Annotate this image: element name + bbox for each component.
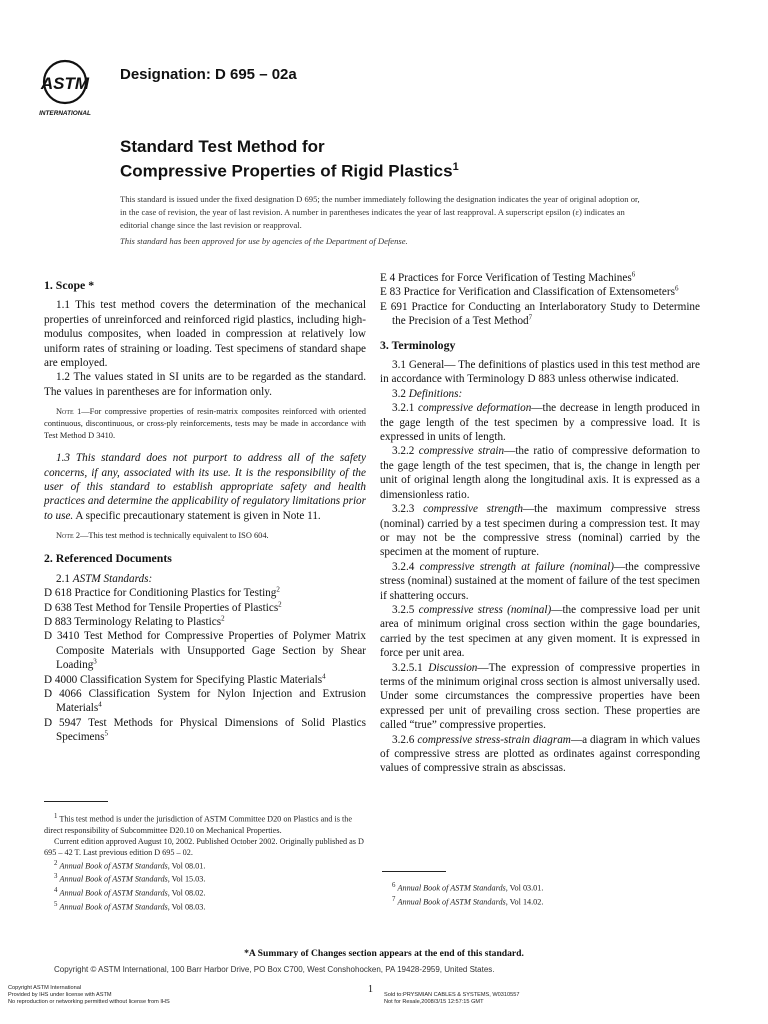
footnote-3: $^3$ Annual Book of ASTM Standards, Vol 15.03. <box>54 873 206 885</box>
reference-item: E 4 Practices for Force Verification of Testing Machines$^6$ <box>380 270 636 284</box>
reference-item: E 691 Practice for Conducting an Interlaboratory Study to Determine the Precision of a Test Method$^7$ <box>380 300 700 328</box>
paragraph-1-1: 1.1 This test method covers the determination of the mechanical properties of unreinforced and reinforced rigid plastics, including high-modulus composites, when loaded in compression at relatively low uniform rates of straining or loading. Test specimens of standard shape are employed. <box>44 299 366 370</box>
footnote-divider <box>382 871 446 872</box>
reference-item: D 883 Terminology Relating to Plastics$^2$ <box>44 614 225 628</box>
reference-item: E 83 Practice for Verification and Classification of Extensometers$^6$ <box>380 284 679 299</box>
document-title <box>120 136 459 182</box>
footnote-2: $^2$ Annual Book of ASTM Standards, Vol 08.01. <box>54 859 206 871</box>
terminology-heading: 3. Terminology <box>380 337 456 352</box>
left-column <box>44 272 366 745</box>
reference-item: D 618 Practice for Conditioning Plastics for Testing$^2$ <box>44 585 280 600</box>
paragraph-1-2: 1.2 The values stated in SI units are to be regarded as the standard. The values in parentheses are for information only. <box>44 371 366 398</box>
footnote-divider <box>44 801 108 802</box>
footnote-7: $^7$ Annual Book of ASTM Standards, Vol 14.02. <box>392 895 544 907</box>
logo-text: ASTM <box>40 74 90 93</box>
approved-notice: This standard has been approved for use by agencies of the Department of Defense. <box>120 236 408 246</box>
definition-item: 3.2.6 compressive stress-strain diagram—a diagram in which values of compressive stress are plotted as ordinates against corresponding values of compressive strain as abscissas. <box>380 733 701 775</box>
logo-subtext: INTERNATIONAL <box>39 110 91 117</box>
note-1: Note 1—For compressive properties of resin-matrix composites reinforced with oriented continuous, discontinuous, or cross-ply reinforcements, tests may be made in accordance with Test Method D 3410. <box>44 407 366 441</box>
left-footnotes <box>44 801 366 913</box>
right-column <box>380 271 700 776</box>
footnote-1-edition: Current edition approved August 10, 2002. Published October 2002. Originally published as D 695 – 42 T. Last previous edition D 695 – 02. <box>44 836 364 857</box>
reference-item: D 4066 Classification System for Nylon Injection and Extrusion Materials$^4$ <box>44 687 366 715</box>
right-footnotes <box>382 871 702 907</box>
footnote-5: $^5$ Annual Book of ASTM Standards, Vol 08.03. <box>54 900 206 912</box>
definition-item: 3.2.5.1 Discussion—The expression of compressive properties in terms of the minimum original cross section is almost universally used. Under some circumstances the compressive properties have been expressed per unit of prevailing cross section. These properties are called “true” compressive properties. <box>380 661 701 732</box>
astm-standards-label: 2.1 ASTM Standards: <box>56 572 153 585</box>
reference-item: D 638 Test Method for Tensile Properties of Plastics$^2$ <box>44 599 282 614</box>
definition-item: 3.2.3 compressive strength—the maximum compressive stress (nominal) carried by a test specimen during a compression test. It may or may not be the compressive stress (nominal) carried by the specimen at the moment of rupture. <box>380 503 701 559</box>
title-footnote-ref: 1 <box>452 161 459 173</box>
title-line-2: Compressive Properties of Rigid Plastics$^1$ <box>120 161 459 181</box>
paragraph-1-3: 1.3 This standard does not purport to address all of the safety concerns, if any, associated with its use. It is the responsibility of the user of this standard to establish appropriate safety and health practices and determine the applicability of regulatory limitations prior to use. A specific precautionary statement is given in Note 11. <box>44 452 366 522</box>
footnote-1: $^1$ This test method is under the jurisdiction of ASTM Committee D20 on Plastics and is the direct responsibility of Subcommittee D20.10 on Mechanical Properties. <box>44 813 352 835</box>
title-line-1: Standard Test Method for <box>120 137 325 156</box>
definition-item: 3.2.2 compressive strain—the ratio of compressive deformation to the gage length of the test specimen, that is, the change in length per unit of original length along the longitudinal axis. It is expressed as a dimensionless ratio. <box>380 445 701 501</box>
astm-logo <box>38 58 110 118</box>
page-number: 1 <box>368 984 373 995</box>
definition-item: 3.2.1 compressive deformation—the decrease in length produced in the gage length of the test specimen by a compressive load. It is expressed in units of length. <box>380 402 700 444</box>
referenced-documents-heading: 2. Referenced Documents <box>44 551 172 566</box>
footnote-4: $^4$ Annual Book of ASTM Standards, Vol 08.02. <box>54 887 206 898</box>
definition-item: 3.2.4 compressive strength at failure (nominal)—the compressive stress (nominal) sustained at the moment of failure of the test specimen if shattering occurs. <box>380 560 701 602</box>
designation: Designation: D 695 – 02a <box>120 66 297 83</box>
footnote-6: $^6$ Annual Book of ASTM Standards, Vol 03.01. <box>392 882 544 893</box>
license-notice-right: Sold to:PRYSMIAN CABLES & SYSTEMS, W0310557 Not for Resale,2008/3/15 12:57:15 GMT <box>384 992 520 1005</box>
summary-of-changes-note: *A Summary of Changes section appears at the end of this standard. <box>244 948 524 959</box>
scope-heading: 1. Scope * <box>44 278 95 292</box>
issued-notice: This standard is issued under the fixed designation D 695; the number immediately following the designation indicates the year of original adoption or, in the case of revision, the year of last revision. A number in parentheses indicates the year of last reapproval. A superscript epsilon (ε) indicates an editorial change since the last revision or reapproval. <box>120 194 640 230</box>
reference-item: D 5947 Test Methods for Physical Dimensions of Solid Plastics Specimens$^5$ <box>44 716 366 744</box>
paragraph-3-2: 3.2 Definitions: <box>392 387 463 400</box>
astm-logo-icon <box>38 58 110 118</box>
copyright-line: Copyright © ASTM International, 100 Barr Harbor Drive, PO Box C700, West Conshohocken, PA 19428-2959, United States. <box>54 965 495 974</box>
reference-item: D 3410 Test Method for Compressive Properties of Polymer Matrix Composite Materials with Unsupported Gage Section by Shear Loading$^3$ <box>44 630 366 672</box>
reference-item: D 4000 Classification System for Specifying Plastic Materials$^4$ <box>44 671 326 686</box>
definition-item: 3.2.5 compressive stress (nominal)—the compressive load per unit area of minimum original cross section within the gage boundaries, carried by the test specimen at any given moment. It is expressed in force per unit area. <box>380 603 701 660</box>
paragraph-3-1: 3.1 General— The definitions of plastics used in this test method are in accordance with Terminology D 883 unless otherwise indicated. <box>380 359 700 386</box>
note-2: Note 2—This test method is technically equivalent to ISO 604. <box>56 531 269 541</box>
license-notice-left: Copyright ASTM International Provided by IHS under license with ASTM No reproduction or networking permitted without license from IHS <box>8 985 170 1005</box>
